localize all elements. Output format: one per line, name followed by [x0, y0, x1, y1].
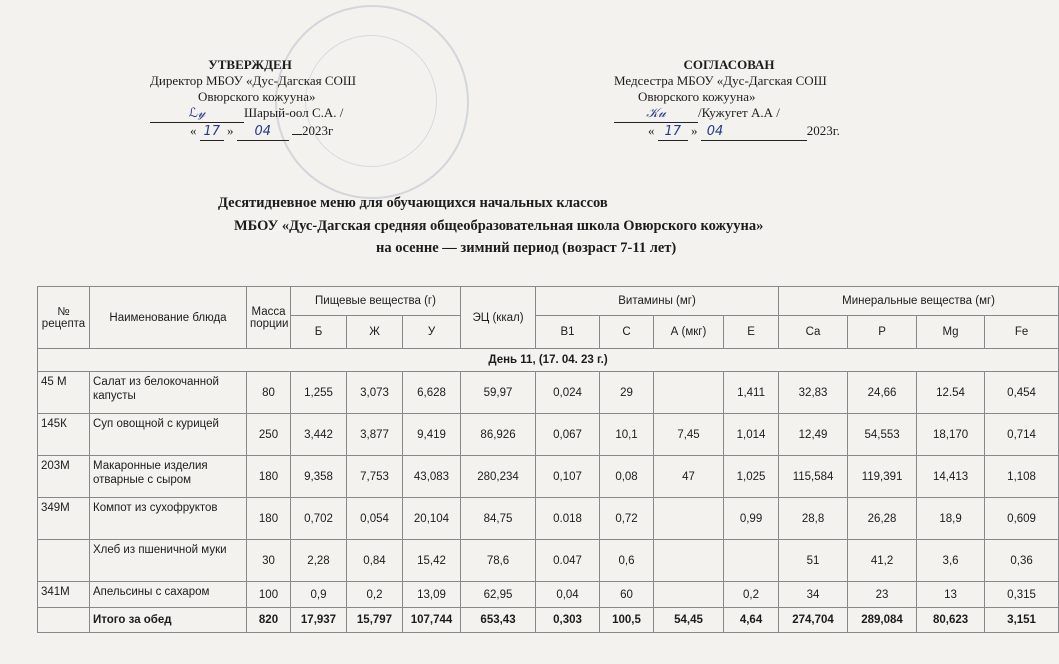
cell-name: Макаронные изделия отварные с сыром — [90, 456, 247, 498]
cell-mg: 12.54 — [917, 372, 985, 414]
date-month: 04 — [237, 124, 289, 141]
cell-code: 203М — [38, 456, 90, 498]
cell-u: 43,083 — [403, 456, 461, 498]
cell-zh: 0,054 — [347, 498, 403, 540]
col-minerals: Минеральные вещества (мг) — [779, 287, 1059, 316]
date-close-quote: » — [691, 123, 698, 138]
col-c: С — [600, 316, 654, 349]
cell-mass: 100 — [247, 582, 291, 608]
cell-code — [38, 608, 90, 633]
total-fe: 3,151 — [985, 608, 1059, 633]
cell-b1: 0,04 — [536, 582, 600, 608]
total-row — [38, 608, 1059, 633]
cell-c: 0,72 — [600, 498, 654, 540]
date-year: 2023г — [302, 123, 334, 138]
cell-name: Суп овощной с курицей — [90, 414, 247, 456]
signature-mark-icon: 𝒦𝓊 — [614, 105, 698, 123]
approval-signature-line — [614, 105, 874, 123]
cell-c: 29 — [600, 372, 654, 414]
total-b1: 0,303 — [536, 608, 600, 633]
cell-name: Компот из сухофруктов — [90, 498, 247, 540]
approval-block-nurse — [614, 57, 874, 141]
col-ca: Са — [779, 316, 848, 349]
cell-mass: 30 — [247, 540, 291, 582]
total-zh: 15,797 — [347, 608, 403, 633]
menu-title-line1: Десятидневное меню для обучающихся начальных классов — [218, 195, 608, 211]
approval-title: СОГЛАСОВАН — [683, 57, 775, 72]
total-b: 17,937 — [291, 608, 347, 633]
cell-code: 349М — [38, 498, 90, 540]
col-fe: Fe — [985, 316, 1059, 349]
cell-ca: 32,83 — [779, 372, 848, 414]
date-open-quote: « — [190, 123, 197, 138]
cell-ca: 51 — [779, 540, 848, 582]
cell-u: 6,628 — [403, 372, 461, 414]
total-u: 107,744 — [403, 608, 461, 633]
cell-p: 26,28 — [848, 498, 917, 540]
col-portion: Масса порции — [247, 287, 291, 349]
cell-e: 1,014 — [724, 414, 779, 456]
cell-ca: 12,49 — [779, 414, 848, 456]
cell-e: 1,025 — [724, 456, 779, 498]
col-dish-name: Наименование блюда — [90, 287, 247, 349]
cell-code: 45 М — [38, 372, 90, 414]
cell-b1: 0,107 — [536, 456, 600, 498]
cell-b1: 0,024 — [536, 372, 600, 414]
cell-b: 1,255 — [291, 372, 347, 414]
col-carbs: У — [403, 316, 461, 349]
cell-u: 9,419 — [403, 414, 461, 456]
menu-title-line2: МБОУ «Дус-Дагская средняя общеобразовательная школа Овюрского кожууна» — [234, 218, 764, 234]
approval-signature: Шарый-оол С.А. / — [244, 105, 344, 120]
col-recipe-no: № рецепта — [38, 287, 90, 349]
col-b1: В1 — [536, 316, 600, 349]
cell-mg: 13 — [917, 582, 985, 608]
cell-e: 0,2 — [724, 582, 779, 608]
cell-b: 2,28 — [291, 540, 347, 582]
cell-name: Хлеб из пшеничной муки — [90, 540, 247, 582]
cell-ec: 59,97 — [461, 372, 536, 414]
date-year: 2023г. — [806, 123, 840, 138]
cell-fe: 0,609 — [985, 498, 1059, 540]
col-e: Е — [724, 316, 779, 349]
approval-signature-line — [150, 105, 410, 123]
cell-fe: 1,108 — [985, 456, 1059, 498]
approval-line2: Овюрского кожууна» — [638, 89, 756, 104]
cell-b1: 0,067 — [536, 414, 600, 456]
cell-c: 60 — [600, 582, 654, 608]
date-day: 17 — [200, 124, 224, 141]
cell-e — [724, 540, 779, 582]
cell-b1: 0.047 — [536, 540, 600, 582]
cell-fe: 0,36 — [985, 540, 1059, 582]
approval-line2: Овюрского кожууна» — [198, 89, 316, 104]
table-row — [38, 414, 1059, 456]
cell-ec: 280,234 — [461, 456, 536, 498]
cell-a: 47 — [654, 456, 724, 498]
date-open-quote: « — [648, 123, 655, 138]
cell-b: 3,442 — [291, 414, 347, 456]
col-energy: ЭЦ (ккал) — [461, 287, 536, 349]
cell-u: 20,104 — [403, 498, 461, 540]
table-header-row — [38, 287, 1059, 316]
cell-c: 0,6 — [600, 540, 654, 582]
cell-p: 54,553 — [848, 414, 917, 456]
cell-u: 15,42 — [403, 540, 461, 582]
total-ca: 274,704 — [779, 608, 848, 633]
approval-date — [614, 123, 874, 141]
cell-fe: 0,454 — [985, 372, 1059, 414]
cell-mass: 80 — [247, 372, 291, 414]
cell-a — [654, 498, 724, 540]
cell-name: Апельсины с сахаром — [90, 582, 247, 608]
day-row — [38, 349, 1059, 372]
cell-a: 7,45 — [654, 414, 724, 456]
approval-block-director — [150, 57, 410, 141]
col-p: Р — [848, 316, 917, 349]
col-a: А (мкг) — [654, 316, 724, 349]
approval-line1: Медсестра МБОУ «Дус-Дагская СОШ — [614, 73, 827, 88]
cell-a — [654, 372, 724, 414]
cell-p: 24,66 — [848, 372, 917, 414]
cell-a — [654, 582, 724, 608]
table-row — [38, 372, 1059, 414]
cell-ec: 78,6 — [461, 540, 536, 582]
col-protein: Б — [291, 316, 347, 349]
total-mass: 820 — [247, 608, 291, 633]
approval-line1: Директор МБОУ «Дус-Дагская СОШ — [150, 73, 357, 88]
table-row — [38, 540, 1059, 582]
cell-name: Салат из белокочанной капусты — [90, 372, 247, 414]
total-c: 100,5 — [600, 608, 654, 633]
approval-title: УТВЕРЖДЕН — [208, 57, 292, 72]
table-row — [38, 456, 1059, 498]
approval-date — [150, 123, 410, 141]
cell-code: 341М — [38, 582, 90, 608]
cell-fe: 0,714 — [985, 414, 1059, 456]
cell-mg: 3,6 — [917, 540, 985, 582]
date-close-quote: » — [227, 123, 234, 138]
cell-b1: 0.018 — [536, 498, 600, 540]
total-label: Итого за обед — [90, 608, 247, 633]
cell-mass: 180 — [247, 498, 291, 540]
cell-mg: 18,170 — [917, 414, 985, 456]
total-p: 289,084 — [848, 608, 917, 633]
cell-ec: 84,75 — [461, 498, 536, 540]
cell-e: 1,411 — [724, 372, 779, 414]
cell-p: 41,2 — [848, 540, 917, 582]
cell-zh: 0,2 — [347, 582, 403, 608]
cell-zh: 3,073 — [347, 372, 403, 414]
day-label: День 11, (17. 04. 23 г.) — [38, 349, 1059, 372]
cell-code: 145К — [38, 414, 90, 456]
cell-mg: 18,9 — [917, 498, 985, 540]
cell-code — [38, 540, 90, 582]
col-vitamins: Витамины (мг) — [536, 287, 779, 316]
cell-zh: 7,753 — [347, 456, 403, 498]
cell-a — [654, 540, 724, 582]
cell-ca: 28,8 — [779, 498, 848, 540]
cell-u: 13,09 — [403, 582, 461, 608]
cell-ec: 62,95 — [461, 582, 536, 608]
date-month: 04 — [701, 124, 807, 141]
cell-b: 0,702 — [291, 498, 347, 540]
total-a: 54,45 — [654, 608, 724, 633]
cell-c: 0,08 — [600, 456, 654, 498]
cell-c: 10,1 — [600, 414, 654, 456]
cell-b: 0,9 — [291, 582, 347, 608]
signature-mark-icon: ℒ𝓎 — [150, 105, 244, 123]
menu-table — [37, 286, 1059, 633]
approval-signature: /Кужугет А.А / — [698, 105, 780, 120]
cell-b: 9,358 — [291, 456, 347, 498]
table-row — [38, 582, 1059, 608]
total-ec: 653,43 — [461, 608, 536, 633]
cell-ca: 34 — [779, 582, 848, 608]
table-row — [38, 498, 1059, 540]
col-nutrients: Пищевые вещества (г) — [291, 287, 461, 316]
total-e: 4,64 — [724, 608, 779, 633]
cell-ec: 86,926 — [461, 414, 536, 456]
cell-zh: 0,84 — [347, 540, 403, 582]
cell-e: 0,99 — [724, 498, 779, 540]
cell-ca: 115,584 — [779, 456, 848, 498]
cell-mass: 180 — [247, 456, 291, 498]
cell-p: 119,391 — [848, 456, 917, 498]
col-fat: Ж — [347, 316, 403, 349]
cell-p: 23 — [848, 582, 917, 608]
cell-mass: 250 — [247, 414, 291, 456]
cell-zh: 3,877 — [347, 414, 403, 456]
col-mg: Mg — [917, 316, 985, 349]
cell-mg: 14,413 — [917, 456, 985, 498]
total-mg: 80,623 — [917, 608, 985, 633]
cell-fe: 0,315 — [985, 582, 1059, 608]
date-day: 17 — [658, 124, 688, 141]
menu-title-line3: на осенне — зимний период (возраст 7-11 лет) — [376, 240, 677, 256]
